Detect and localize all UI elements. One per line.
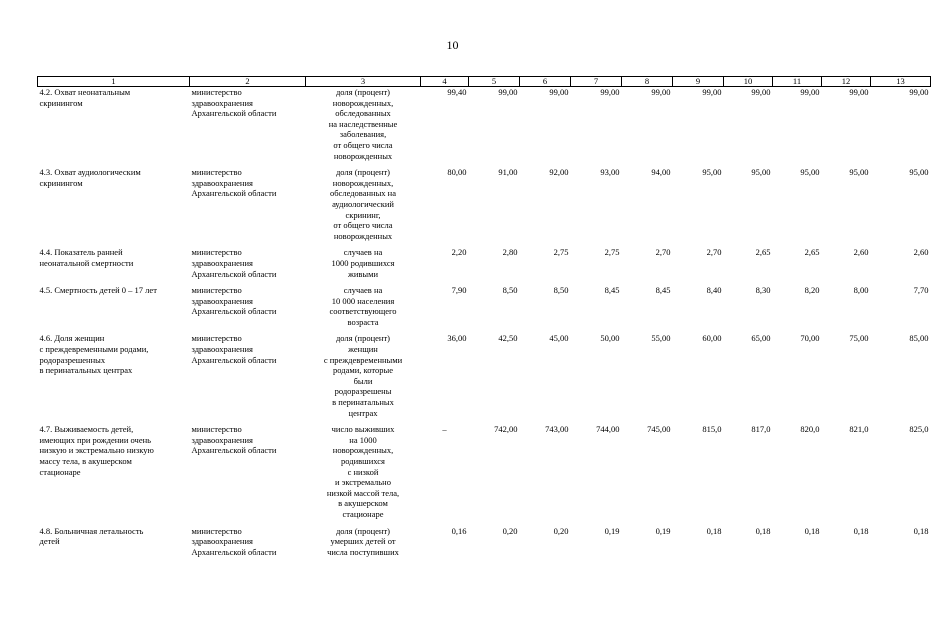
unit-cell-line: стационаре (342, 508, 384, 519)
table-row (38, 333, 931, 424)
unit-cell-line: соответствующего (329, 306, 397, 317)
responsible-cell-line: здравоохранения (191, 434, 253, 445)
unit-cell (306, 424, 421, 525)
value-cell: 8,30 (755, 285, 771, 296)
value-cell: 80,00 (447, 167, 467, 178)
value-cell: 8,40 (706, 285, 722, 296)
responsible-cell-line: министерство (191, 525, 242, 536)
value-cell: 95,00 (800, 167, 820, 178)
column-number-6: 6 (520, 77, 571, 87)
indicator-cell-line: с преждевременными родами, (39, 344, 149, 355)
unit-cell-line: 10 000 населения (331, 295, 395, 306)
indicator-cell-line: 4.5. Смертность детей 0 – 17 лет (39, 285, 157, 296)
indicator-cell-line: скринингом (39, 177, 83, 188)
unit-cell-line: доля (процент) (335, 87, 391, 97)
value-cell: 7,70 (913, 285, 929, 296)
value-cell: 2,70 (706, 247, 722, 258)
value-cell: 99,00 (498, 87, 518, 97)
value-cell: 85,00 (909, 333, 929, 344)
value-cell: 0,18 (755, 525, 771, 536)
unit-cell-line: низкой массой тела, (326, 487, 400, 498)
unit-cell (306, 247, 421, 285)
value-cell: 825,0 (909, 424, 929, 435)
value-cell: 94,00 (651, 167, 671, 178)
unit-cell (306, 167, 421, 247)
value-cell: 2,65 (755, 247, 771, 258)
unit-cell-line: на наследственные (328, 118, 398, 129)
unit-cell-line: родами, которые (333, 365, 393, 376)
value-cell: 745,00 (647, 424, 671, 435)
value-cell: 0,19 (655, 525, 671, 536)
indicator-cell-line: родоразрешенных (39, 354, 106, 365)
page-number: 10 (446, 38, 459, 52)
indicator-cell (38, 167, 190, 247)
responsible-cell-line: здравоохранения (191, 295, 253, 306)
table-row (38, 87, 931, 168)
indicator-cell-line: неонатальной смертности (39, 257, 134, 268)
value-cell: 55,00 (651, 333, 671, 344)
responsible-cell-line: Архангельской области (191, 188, 277, 199)
responsible-cell-line: здравоохранения (191, 344, 253, 355)
unit-cell-line: с преждевременными (323, 354, 403, 365)
responsible-cell (190, 333, 306, 424)
column-number-11: 11 (773, 77, 822, 87)
unit-cell-line: новорожденных, (332, 177, 394, 188)
value-cell: 0,19 (604, 525, 620, 536)
unit-cell-line: случаев на (343, 247, 383, 258)
unit-cell-line: 1000 родившихся (331, 257, 395, 268)
value-cell: 50,00 (600, 333, 620, 344)
value-cell: 75,00 (849, 333, 869, 344)
unit-cell-line: доля (процент) (335, 167, 391, 178)
responsible-cell-line: здравоохранения (191, 536, 253, 547)
value-cell: 65,00 (751, 333, 771, 344)
column-number-9: 9 (673, 77, 724, 87)
value-cell: 42,50 (498, 333, 518, 344)
table-row (38, 167, 931, 247)
table-row (38, 424, 931, 525)
responsible-cell-line: министерство (191, 167, 242, 178)
responsible-cell-line: здравоохранения (191, 177, 253, 188)
responsible-cell-line: Архангельской области (191, 108, 277, 119)
responsible-cell-line: Архангельской области (191, 445, 277, 456)
value-cell: 2,75 (553, 247, 569, 258)
indicator-cell (38, 333, 190, 424)
value-cell: 742,00 (494, 424, 518, 435)
indicator-cell-line: 4.4. Показатель ранней (39, 247, 123, 258)
unit-cell-line: скрининг, (345, 209, 381, 220)
responsible-cell-line: Архангельской области (191, 546, 277, 557)
unit-cell-line: доля (процент) (335, 525, 391, 536)
column-number-3: 3 (306, 77, 421, 87)
unit-cell-line: возраста (347, 316, 379, 327)
table-row (38, 247, 931, 285)
unit-cell-line: живыми (347, 268, 379, 279)
responsible-cell-line: Архангельской области (191, 306, 277, 317)
unit-cell-line: новорожденных, (332, 445, 394, 456)
unit-cell (306, 526, 421, 564)
value-cell: 99,00 (849, 87, 869, 97)
unit-cell-line: аудиологический (332, 198, 394, 209)
unit-cell-line: новорожденных (333, 230, 393, 241)
value-cell: 70,00 (800, 333, 820, 344)
unit-cell-line: от общего числа (333, 139, 393, 150)
column-number-10: 10 (724, 77, 773, 87)
unit-cell-line: и экстремально (335, 477, 391, 488)
unit-cell-line: родоразрешены (334, 386, 392, 397)
value-cell: 2,70 (655, 247, 671, 258)
value-cell: 0,16 (451, 525, 467, 536)
value-cell: 45,00 (549, 333, 569, 344)
responsible-cell-line: министерство (191, 424, 242, 435)
unit-cell-line: в акушерском (338, 498, 388, 509)
indicator-cell (38, 247, 190, 285)
column-number-5: 5 (469, 77, 520, 87)
column-number-1: 1 (38, 77, 190, 87)
value-cell: 99,00 (702, 87, 722, 97)
unit-cell-line: умерших детей от (330, 536, 396, 547)
indicator-cell-line: стационаре (39, 466, 81, 477)
indicator-cell-line: 4.8. Больничная летальность (39, 525, 144, 536)
unit-cell-line: центрах (348, 407, 378, 418)
value-cell: – (442, 424, 447, 435)
value-cell: 99,00 (800, 87, 820, 97)
value-cell: 99,00 (909, 87, 929, 97)
value-cell: 8,45 (655, 285, 671, 296)
value-cell: 7,90 (451, 285, 467, 296)
unit-cell (306, 87, 421, 168)
value-cell: 0,18 (913, 525, 929, 536)
value-cell: 743,00 (545, 424, 569, 435)
value-cell: 2,75 (604, 247, 620, 258)
value-cell: 8,50 (502, 285, 518, 296)
value-cell: 8,00 (853, 285, 869, 296)
value-cell: 744,00 (596, 424, 620, 435)
value-cell: 93,00 (600, 167, 620, 178)
indicator-cell-line: 4.7. Выживаемость детей, (39, 424, 134, 435)
value-cell: 2,80 (502, 247, 518, 258)
unit-cell-line: обследованных (335, 108, 391, 119)
value-cell: 99,00 (651, 87, 671, 97)
responsible-cell-line: Архангельской области (191, 354, 277, 365)
responsible-cell-line: министерство (191, 247, 242, 258)
responsible-cell (190, 87, 306, 168)
value-cell: 95,00 (849, 167, 869, 178)
unit-cell-line: числа поступивших (327, 546, 399, 557)
responsible-cell (190, 247, 306, 285)
responsible-cell-line: Архангельской области (191, 268, 277, 279)
column-number-8: 8 (622, 77, 673, 87)
column-number-12: 12 (822, 77, 871, 87)
indicator-cell (38, 526, 190, 564)
unit-cell-line: в перинатальных (332, 397, 394, 408)
table-row (38, 526, 931, 564)
value-cell: 2,60 (853, 247, 869, 258)
unit-cell-line: женщин (348, 344, 378, 355)
responsible-cell-line: здравоохранения (191, 257, 253, 268)
unit-cell-line: были (353, 375, 373, 386)
indicator-cell-line: в перинатальных центрах (39, 365, 133, 376)
value-cell: 99,00 (600, 87, 620, 97)
column-number-4: 4 (421, 77, 469, 87)
value-cell: 2,60 (913, 247, 929, 258)
responsible-cell-line: министерство (191, 87, 242, 97)
unit-cell-line: родившихся (341, 456, 385, 466)
column-number-2: 2 (190, 77, 306, 87)
indicator-cell (38, 87, 190, 168)
unit-cell-line: от общего числа (333, 220, 393, 231)
indicator-cell-line: детей (39, 536, 60, 547)
responsible-cell (190, 424, 306, 525)
indicator-cell (38, 424, 190, 525)
indicator-cell (38, 285, 190, 333)
indicator-cell-line: 4.3. Охват аудиологическим (39, 167, 141, 178)
unit-cell-line: новорожденных, (332, 97, 394, 108)
unit-cell (306, 333, 421, 424)
value-cell: 99,00 (751, 87, 771, 97)
value-cell: 820,0 (800, 424, 820, 435)
value-cell: 95,00 (751, 167, 771, 178)
responsible-cell (190, 526, 306, 564)
responsible-cell-line: здравоохранения (191, 97, 253, 108)
column-number-13: 13 (871, 77, 931, 87)
value-cell: 8,50 (553, 285, 569, 296)
value-cell: 92,00 (549, 167, 569, 178)
unit-cell-line: на 1000 (349, 434, 377, 445)
indicator-cell-line: низкую и экстремально низкую (39, 445, 154, 456)
value-cell: 0,18 (706, 525, 722, 536)
unit-cell-line: новорожденных (333, 150, 393, 161)
value-cell: 815,0 (702, 424, 722, 435)
unit-cell-line: с низкой (347, 466, 379, 477)
value-cell: 99,00 (549, 87, 569, 97)
value-cell: 8,45 (604, 285, 620, 296)
value-cell: 95,00 (909, 167, 929, 178)
indicators-table (37, 76, 931, 563)
unit-cell-line: число выживших (331, 424, 395, 435)
value-cell: 2,20 (451, 247, 467, 258)
value-cell: 36,00 (447, 333, 467, 344)
value-cell: 821,0 (849, 424, 869, 435)
unit-cell-line: доля (процент) (335, 333, 391, 344)
unit-cell-line: случаев на (343, 285, 383, 296)
responsible-cell (190, 167, 306, 247)
value-cell: 8,20 (804, 285, 820, 296)
value-cell: 817,0 (751, 424, 771, 435)
value-cell: 91,00 (498, 167, 518, 178)
unit-cell-line: заболевания, (339, 129, 387, 140)
indicator-cell-line: имеющих при рождении очень (39, 434, 152, 445)
column-number-header-row (38, 77, 931, 87)
value-cell: 99,40 (447, 87, 467, 97)
responsible-cell (190, 285, 306, 333)
value-cell: 0,20 (553, 525, 569, 536)
indicator-cell-line: 4.2. Охват неонатальным (39, 87, 131, 97)
indicator-cell-line: 4.6. Доля женщин (39, 333, 105, 344)
unit-cell (306, 285, 421, 333)
table-row (38, 285, 931, 333)
column-number-7: 7 (571, 77, 622, 87)
indicator-cell-line: скринингом (39, 97, 83, 108)
unit-cell-line: обследованных на (329, 188, 396, 199)
indicator-cell-line: массу тела, в акушерском (39, 456, 132, 466)
value-cell: 0,18 (804, 525, 820, 536)
value-cell: 2,65 (804, 247, 820, 258)
responsible-cell-line: министерство (191, 333, 242, 344)
value-cell: 60,00 (702, 333, 722, 344)
value-cell: 0,18 (853, 525, 869, 536)
value-cell: 95,00 (702, 167, 722, 178)
responsible-cell-line: министерство (191, 285, 242, 296)
value-cell: 0,20 (502, 525, 518, 536)
